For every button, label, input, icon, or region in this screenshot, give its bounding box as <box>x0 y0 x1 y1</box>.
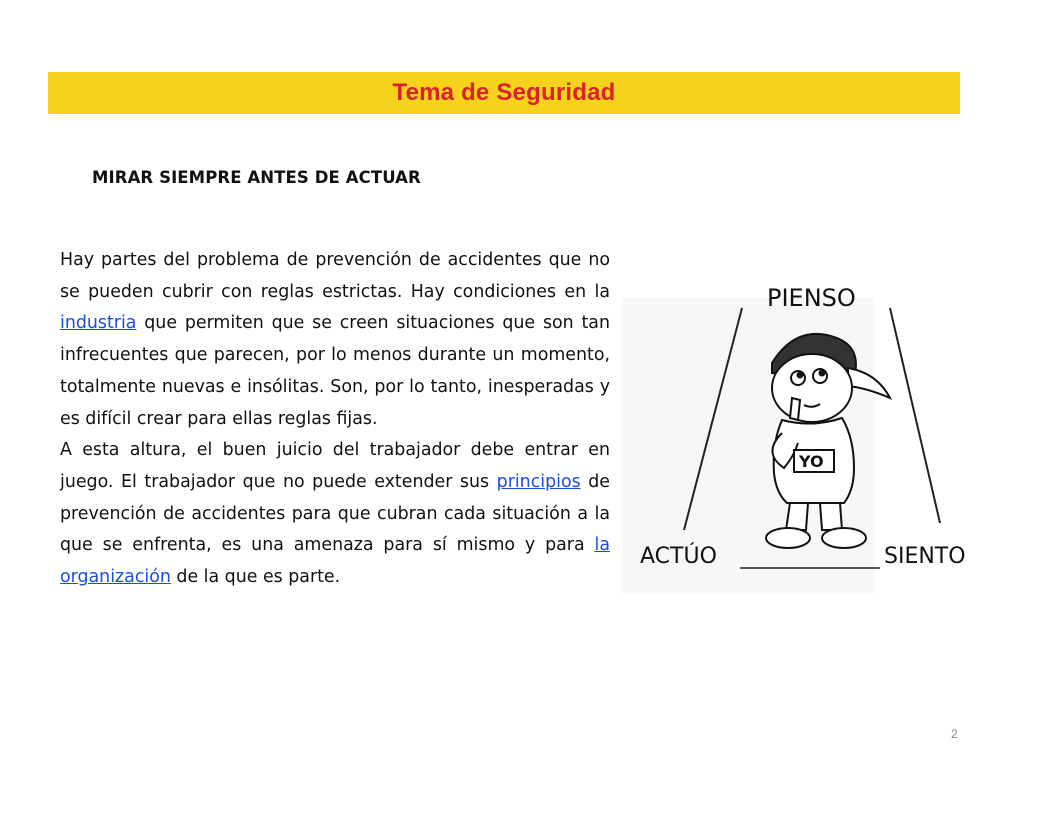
shirt-label-yo: YO <box>799 452 824 471</box>
paragraph-2 <box>60 435 610 594</box>
paragraph-1 <box>60 245 610 435</box>
link-industria[interactable]: industria <box>60 313 137 334</box>
label-actuo: ACTÚO <box>640 544 717 569</box>
link-la-organizacion[interactable]: la organización <box>60 535 610 588</box>
think-feel-act-illustration <box>622 268 992 598</box>
page-number: 2 <box>951 727 958 741</box>
triangle-right-line <box>890 308 940 523</box>
paragraph-2-text-c: de la que es parte. <box>170 567 341 588</box>
label-pienso: PIENSO <box>767 284 856 312</box>
paragraph-1-text-b: que permiten que se creen situaciones que son tan infrecuentes que parecen, por lo menos durante un momento, totalmente nuevas e insólitas. Son, por lo tanto, inesperadas y es difícil crear para ellas reglas fijas. <box>60 313 610 429</box>
paragraph-1-text-a: Hay partes del problema de prevención de accidentes que no se pueden cubrir con reglas estrictas. Hay condiciones en la <box>60 250 610 302</box>
label-siento: SIENTO <box>884 544 966 569</box>
header-band <box>48 72 960 114</box>
paragraph-2-text-b: de prevención de accidentes para que cubran cada situación a la que se enfrenta, es una amenaza para sí mismo y para <box>60 471 610 556</box>
paragraph-2-text-a: A esta altura, el buen juicio del trabajador debe entrar en juego. El trabajador que no puede extender sus <box>60 440 610 492</box>
section-subtitle: MIRAR SIEMPRE ANTES DE ACTUAR <box>92 168 421 187</box>
link-principios[interactable]: principios <box>496 471 581 492</box>
body-text <box>60 245 610 594</box>
page-title: Tema de Seguridad <box>392 79 616 106</box>
